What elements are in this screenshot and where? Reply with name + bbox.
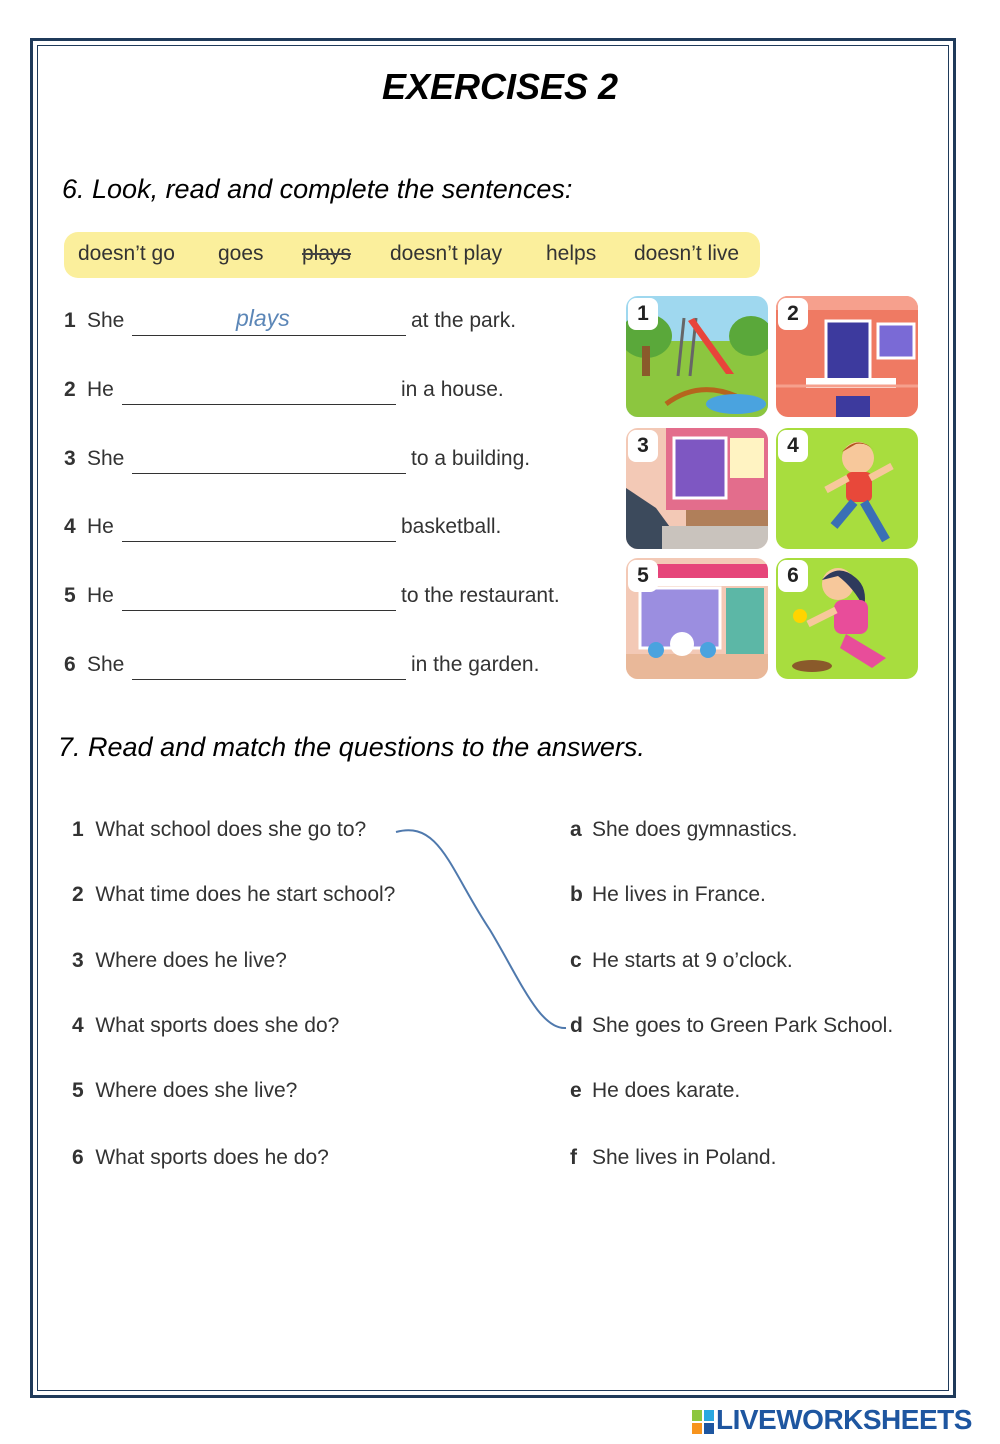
sentence-number: 2 <box>64 378 76 401</box>
word-bank-item: doesn’t play <box>390 242 503 265</box>
picture-number: 2 <box>778 298 808 330</box>
answer-letter: b <box>570 883 583 906</box>
logo-text: LIVEWORKSHEETS <box>716 1404 972 1435</box>
sentence-ending: basketball. <box>401 515 502 538</box>
sentence-number: 5 <box>64 584 76 607</box>
question-number: 5 <box>72 1079 84 1102</box>
question-number: 6 <box>72 1146 84 1169</box>
answer-letter: d <box>570 1014 583 1037</box>
sentence-ending: in the garden. <box>411 653 540 676</box>
word-bank-item: helps <box>546 242 597 265</box>
sentence-subject: He <box>87 584 114 607</box>
sentence-number: 6 <box>64 653 76 676</box>
sentence-subject: She <box>87 309 125 332</box>
picture-number: 3 <box>628 430 658 462</box>
picture-number: 1 <box>628 298 658 330</box>
sentence-subject: She <box>87 447 125 470</box>
question-text[interactable]: What sports does she do? <box>95 1014 340 1037</box>
question-number: 1 <box>72 818 84 841</box>
sentence-subject: He <box>87 515 114 538</box>
question-number: 2 <box>72 883 84 906</box>
sentence-number: 4 <box>64 515 76 538</box>
word-bank-item: doesn’t go <box>78 242 175 265</box>
sentence-ending: to a building. <box>411 447 531 470</box>
sentence-subject: He <box>87 378 114 401</box>
sentence-ending: to the restaurant. <box>401 584 560 607</box>
sentence-ending: at the park. <box>411 309 517 332</box>
word-bank-item: doesn’t live <box>634 242 740 265</box>
exercise-6-heading: 6. Look, read and complete the sentences: <box>62 174 573 204</box>
question-text[interactable]: Where does he live? <box>95 949 287 972</box>
answer-text[interactable]: He starts at 9 o’clock. <box>592 949 793 972</box>
word-bank-item-used: plays <box>302 242 352 265</box>
answer-text[interactable]: He does karate. <box>592 1079 741 1102</box>
answer-letter: f <box>570 1146 577 1169</box>
sentence-subject: She <box>87 653 125 676</box>
answer-letter: a <box>570 818 582 841</box>
question-text[interactable]: What school does she go to? <box>95 818 367 841</box>
question-number: 4 <box>72 1014 84 1037</box>
question-text[interactable]: What time does he start school? <box>95 883 396 906</box>
answer-text[interactable]: She does gymnastics. <box>592 818 798 841</box>
page-title: EXERCISES 2 <box>381 66 619 107</box>
sentence-number: 3 <box>64 447 76 470</box>
match-line[interactable] <box>396 830 566 1028</box>
picture-number: 4 <box>778 430 808 462</box>
filled-answer[interactable]: plays <box>236 305 290 331</box>
question-number: 3 <box>72 949 84 972</box>
sentence-number: 1 <box>64 309 76 332</box>
exercise-7-heading: 7. Read and match the questions to the answers. <box>58 732 645 762</box>
picture-number: 6 <box>778 560 808 592</box>
answer-text[interactable]: She lives in Poland. <box>592 1146 777 1169</box>
word-bank-item: goes <box>218 242 264 265</box>
question-text[interactable]: What sports does he do? <box>95 1146 329 1169</box>
logo-icon <box>692 1410 714 1434</box>
answer-letter: c <box>570 949 582 972</box>
question-text[interactable]: Where does she live? <box>95 1079 298 1102</box>
answer-letter: e <box>570 1079 582 1102</box>
answer-text[interactable]: He lives in France. <box>592 883 766 906</box>
picture-number: 5 <box>628 560 658 592</box>
answer-text[interactable]: She goes to Green Park School. <box>592 1014 894 1037</box>
sentence-ending: in a house. <box>401 378 504 401</box>
